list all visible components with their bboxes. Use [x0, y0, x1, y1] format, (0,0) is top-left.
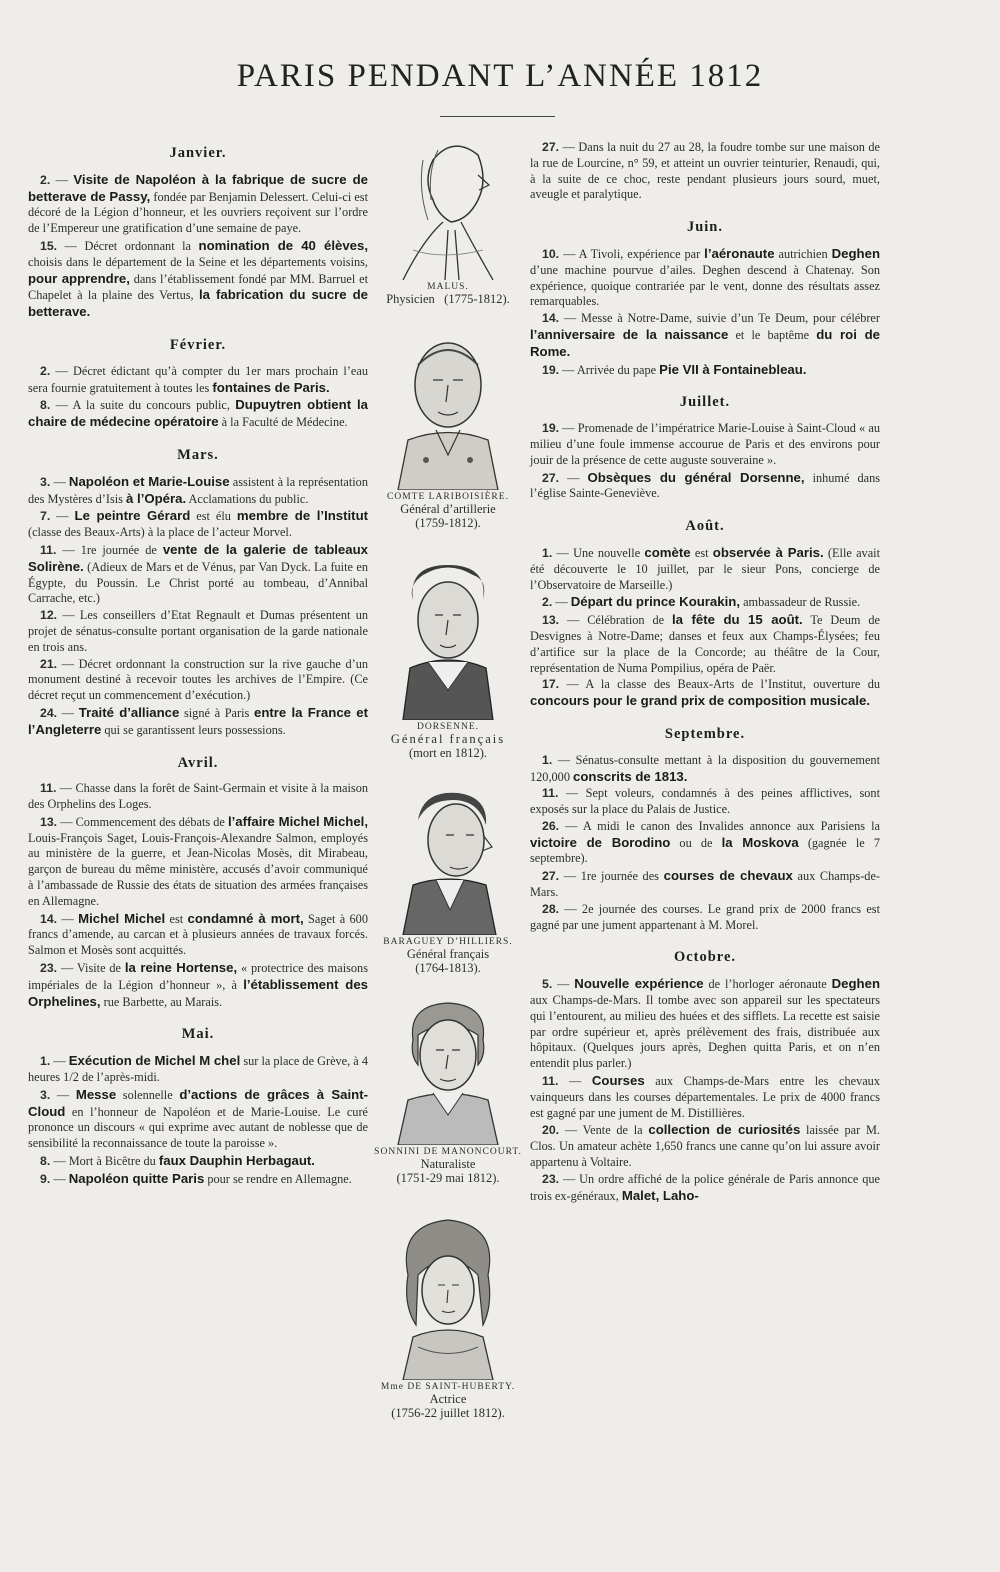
entry-text: — — [50, 474, 69, 489]
entry-text: en l’honneur de Napoléon et de Marie-Louise. Le curé prononce un discours « qui exprime avec autant de noblesse que de sensibilité la reconnaissance de toute la paroisse ». — [28, 1104, 368, 1151]
section-gap — [28, 1189, 368, 1199]
entry-highlight: la fête du 15 août. — [672, 612, 803, 628]
entry-text: — — [50, 509, 75, 524]
chronicle-entry — [530, 612, 880, 676]
entry-text: — Mort à Bicêtre du — [50, 1154, 159, 1169]
section-gap — [530, 379, 880, 389]
portrait-name: BARAGUEY D’HILLIERS. — [383, 937, 513, 947]
entry-text: — — [552, 977, 575, 992]
entry-highlight: fontaines de Paris. — [212, 379, 330, 395]
portrait-dates: (1756-22 juillet 1812). — [391, 1406, 505, 1420]
entry-text: aux Champs-de-Mars. — [530, 869, 880, 900]
entry-highlight: l’anniversaire de la naissance — [530, 326, 729, 342]
entry-highlight: pour apprendre, — [28, 270, 130, 286]
month-heading: Juillet. — [679, 394, 731, 411]
entry-text: est élu — [190, 509, 237, 524]
entry-day: 27. — [542, 140, 560, 154]
entry-highlight: Nouvelle expérience — [574, 976, 704, 992]
chronicle-entry — [28, 508, 368, 541]
chronicle-entry — [530, 1073, 880, 1121]
entry-text: autrichien — [774, 246, 832, 261]
entry-text: Te Deum de Desvignes à Notre-Dame; danses et feux aux Champs-Élysées; feu d’artifice sur la place de la Concorde; au théâtre de la Cour, représentation de Numa Pompilius, opéra de Paër. — [530, 613, 880, 675]
entry-text: — A la suite du concours public, — [50, 398, 236, 413]
chronicle-entry — [28, 911, 368, 959]
title-divider — [440, 116, 555, 117]
entry-day: 3. — [40, 474, 51, 489]
entry-day: 26. — [542, 818, 560, 833]
entry-day: 27. — [542, 869, 560, 884]
entry-highlight: vente de la galerie de tableaux Solirène. — [28, 541, 368, 574]
entry-text: — Décret ordonnant la construction sur la rive gauche d’un monument destiné à recevoir toutes les archives de l’Empire. (Ce décret reçut un commencement d’exécution.) — [28, 656, 368, 703]
portrait-sonnini — [368, 995, 528, 1185]
entry-day: 20. — [542, 1123, 560, 1138]
entry-text: assistent à la représentation des Mystères d’Isis — [28, 474, 368, 506]
entry-day: 2. — [40, 363, 51, 378]
entry-highlight: Obsèques du général Dorsenne, — [587, 469, 805, 485]
entry-highlight: la fabrication du sucre de betterave. — [28, 287, 368, 320]
entry-text: et le baptême — [728, 327, 817, 342]
entry-highlight: Le peintre Gérard — [74, 508, 191, 524]
entry-day: 1. — [542, 545, 553, 560]
section-gap — [530, 204, 880, 214]
right-column — [530, 140, 880, 1215]
entry-day: 11. — [40, 542, 57, 557]
portrait-sonnini-image — [388, 995, 508, 1145]
entry-text: est — [690, 545, 713, 560]
chronicle-entry — [530, 545, 880, 593]
entry-text: — Sept voleurs, condamnés à des peines afflictives, sont exposés sur la place du Palais de Justice. — [530, 786, 880, 817]
entry-text: — A Tivoli, expérience par — [559, 246, 705, 261]
chronicle-entry — [28, 1087, 368, 1152]
entry-text: inhumé dans l’église Sainte-Geneviève. — [530, 470, 881, 501]
entry-text: — A midi le canon des Invalides annonce aux Parisiens la — [559, 818, 880, 833]
entry-day: 23. — [40, 961, 58, 976]
entry-highlight: conscrits de 1813. — [573, 768, 688, 784]
entry-day: 28. — [542, 901, 560, 916]
entry-highlight: Traité d’alliance — [78, 704, 180, 720]
entry-text: (classe des Beaux-Arts) à la place de l’acteur Morvel. — [28, 525, 292, 540]
entry-text: — Sénatus-consulte mettant à la disposition du gouvernement 120,000 — [530, 752, 880, 784]
entry-highlight: concours pour le grand prix de composition musicale. — [530, 693, 871, 709]
entry-day: 14. — [40, 911, 58, 926]
entry-day: 13. — [40, 814, 58, 829]
entry-text: « protectrice des maisons impériales de la Légion d’honneur », à — [28, 961, 368, 992]
entry-day: 27. — [542, 470, 560, 485]
entry-text: — Décret ordonnant la — [57, 238, 199, 253]
entry-highlight: Exécution de Michel M chel — [68, 1053, 241, 1069]
entry-text: — Une nouvelle — [552, 545, 645, 560]
month-heading: Septembre. — [664, 725, 746, 742]
entry-highlight: Départ du prince Kourakin, — [570, 594, 740, 610]
chronicle-entry — [28, 397, 368, 431]
entry-highlight: Messe — [75, 1086, 117, 1102]
entry-text: est — [165, 911, 188, 926]
portrait-dorsenne-image — [388, 560, 508, 720]
entry-day: 11. — [542, 786, 559, 801]
entry-text: aux Champs-de-Mars entre les chevaux vainqueurs dans les courses départementales. Le prix de 4000 francs est gagné par une jument de M. Distillières. — [530, 1074, 880, 1120]
entry-highlight: Dupuytren obtient la chaire de médecine opératoire — [28, 397, 368, 430]
entry-text: signé à Paris — [179, 705, 254, 720]
entry-text: — Un ordre affiché de la police générale de Paris annonce que trois ex-généraux, — [530, 1171, 880, 1203]
entry-highlight: Visite de Napoléon à la fabrique de sucre de betterave de Passy, — [28, 171, 368, 204]
entry-text: choisis dans le département de la Seine et les départements voisins, — [28, 254, 368, 269]
entry-day: 23. — [542, 1171, 560, 1186]
entry-text: (Adieux de Mars et de Vénus, par Van Dyck. La fuite en Égypte, du Poussin. Le Christ porté au tombeau, d’Annibal Carrache, etc.) — [28, 559, 368, 606]
entry-highlight: Deghen — [831, 976, 880, 992]
entry-text: — — [558, 1074, 592, 1089]
entry-day: 9. — [40, 1171, 51, 1186]
chronicle-entry — [530, 1122, 880, 1170]
entry-text: dans l’établissement fondé par MM. Barruel et Chapelet à la plaine des Vertus, — [28, 271, 369, 303]
chronicle-entry — [530, 819, 880, 867]
portrait-saint-huberty — [368, 1215, 528, 1420]
entry-text: — Vente de la — [559, 1123, 649, 1138]
entry-highlight: victoire de Borodino — [530, 834, 671, 850]
entry-text: — Dans la nuit du 27 au 28, la foudre tombe sur une maison de la rue de Lourcine, n° 59, et atteint un ouvrier teinturier, Renaudi, qui, à la suite de ce choc, reste pendant plusieurs jours sourd, muet, aveugle et paralytique. — [530, 140, 880, 202]
portrait-dates: (1751-29 mai 1812). — [396, 1171, 500, 1185]
chronicle-entry — [28, 705, 368, 739]
chronicle-entry — [28, 960, 368, 1010]
section-gap — [530, 934, 880, 944]
entry-day: 8. — [40, 1154, 51, 1169]
portrait-dates: (1759-1812). — [415, 516, 481, 530]
portrait-baraguey-image — [388, 785, 508, 935]
portrait-role: Général d’artillerie — [400, 502, 496, 516]
portrait-saint-huberty-image — [388, 1215, 508, 1380]
entry-highlight: Malet, Laho- — [621, 1187, 699, 1203]
entry-text: (Elle avait été découverte le 10 juillet, par le sieur Pons, concierge de l’Observatoire de Marseille.) — [530, 545, 880, 592]
entry-text: — 1re journée des — [559, 869, 664, 884]
portrait-role: Actrice — [429, 1392, 467, 1406]
entry-day: 7. — [40, 509, 51, 524]
chronicle-entry — [530, 976, 880, 1072]
month-heading: Avril. — [177, 754, 219, 771]
entry-text: — — [57, 705, 79, 720]
chronicle-entry — [530, 753, 880, 786]
entry-day: 8. — [40, 398, 51, 413]
entry-highlight: l’aéronaute — [704, 245, 775, 261]
entry-text: — Célébration de — [559, 613, 672, 628]
entry-day: 3. — [40, 1087, 51, 1102]
portrait-role: Physicien — [386, 292, 435, 306]
entry-text: (gagnée le 7 septembre). — [530, 835, 880, 866]
entry-day: 17. — [542, 677, 560, 692]
entry-text: sur la place de Grève, à 4 heures 1/2 de l’après-midi. — [28, 1054, 368, 1085]
chronicle-entry — [530, 362, 880, 379]
portrait-lariboisiere — [368, 330, 528, 530]
entry-day: 1. — [542, 752, 553, 767]
entry-day: 21. — [40, 656, 58, 671]
portrait-name: COMTE LARIBOISIÈRE. — [387, 492, 509, 502]
left-column — [28, 140, 368, 1199]
entry-text: Acclamations du public. — [186, 491, 309, 506]
entry-highlight: Michel Michel — [78, 910, 166, 926]
entry-text: — Arrivée du pape — [559, 362, 660, 377]
chronicle-entry — [530, 246, 880, 310]
entry-text: d’une machine pourvue d’ailes. Deghen descend à Chatenay. Son expérience, quoique contrariée par le vent, donne des résultats assez remarquables. — [530, 262, 880, 309]
section-gap — [28, 1011, 368, 1021]
portrait-name: DORSENNE. — [416, 722, 480, 732]
section-gap — [28, 432, 368, 442]
month-heading: Juin. — [686, 219, 724, 236]
entry-day: 11. — [542, 1074, 559, 1089]
entry-text: — 1re journée de — [56, 542, 163, 557]
entry-text: — Commencement des débats de — [57, 814, 228, 829]
entry-highlight: Deghen — [831, 245, 880, 261]
section-gap — [530, 503, 880, 513]
entry-day: 11. — [40, 781, 57, 796]
section-gap — [28, 740, 368, 750]
entry-highlight: Courses — [591, 1073, 645, 1089]
entry-text: — Messe à Notre-Dame, suivie d’un Te Deum, pour célébrer — [559, 311, 880, 326]
entry-day: 19. — [542, 362, 560, 377]
portrait-lariboisiere-image — [388, 330, 508, 490]
chronicle-entry — [530, 311, 880, 360]
portrait-dates: (mort en 1812). — [408, 746, 488, 760]
chronicle-entry — [28, 657, 368, 704]
entry-text: ambassadeur de Russie. — [740, 595, 861, 610]
section-gap — [530, 711, 880, 721]
chronicle-entry — [28, 172, 368, 237]
chronicle-entry — [530, 594, 880, 611]
entry-text: — Les conseillers d’Etat Regnault et Dumas présentent un projet de sénatus-consulte portant organisation de la garde nationale en trois ans. — [28, 608, 368, 654]
entry-text: — 2e journée des courses. Le grand prix de 2000 francs est gagné par une jument appartenant à M. Morel. — [530, 901, 880, 932]
entry-text: pour se rendre en Allemagne. — [204, 1171, 352, 1186]
portrait-role: Général français — [406, 947, 490, 961]
entry-highlight: la reine Hortense, — [124, 960, 238, 976]
entry-text: solennelle — [116, 1087, 180, 1102]
chronicle-entry — [28, 1053, 368, 1086]
entry-text: — — [50, 1171, 69, 1186]
entry-highlight: observée à Paris. — [712, 544, 824, 560]
entry-text: à la Faculté de Médecine. — [218, 415, 348, 430]
entry-text: Saget à 600 francs d’amende, au carcan et à plusieurs années de travaux forcés. Salmon et Mosès sont acquittés. — [28, 911, 368, 958]
entry-text: fondée par Benjamin Delessert. Celui-ci est décoré de la Légion d’honneur, et les ouvriers reçoivent sur l’ordre de l’Empereur une gratification d’une semaine de paye. — [28, 189, 369, 236]
chronicle-entry — [28, 1171, 368, 1188]
portrait-baraguey — [368, 785, 528, 975]
entry-text: Louis-François Saget, Louis-François-Alexandre Salmon, employés au ministère de la guerre, et Jean-Nicolas Mosès, dit Mirabeau, garçon de bureau du même ministère, accusés d’avoir communiqué à l’ambassade de Russie des états de situation des armées françaises en Allemagne. — [28, 830, 368, 908]
chronicle-entry — [28, 781, 368, 813]
chronicle-entry — [28, 814, 368, 910]
chronicle-entry — [530, 1172, 880, 1205]
entry-text: — — [50, 1087, 76, 1102]
chronicle-entry — [28, 364, 368, 397]
month-heading: Mai. — [181, 1026, 215, 1043]
entry-highlight: Pie VII à Fontainebleau. — [659, 361, 807, 377]
entry-highlight: à l’Opéra. — [126, 490, 187, 506]
chronicle-entry — [530, 902, 880, 934]
chronicle-entry — [530, 868, 880, 901]
portrait-name: SONNINI DE MANONCOURT. — [374, 1147, 522, 1157]
entry-highlight: du roi de Rome. — [530, 326, 881, 359]
month-heading: Octobre. — [673, 949, 737, 966]
chronicle-entry — [530, 140, 880, 203]
portrait-dates: (1764-1813). — [415, 961, 481, 975]
entry-day: 12. — [40, 608, 58, 623]
entry-day: 24. — [40, 705, 58, 720]
entry-text: — Décret édictant qu’à compter du 1er mars prochain l’eau sera fournie gratuitement à toutes les — [28, 363, 368, 395]
portrait-dates: (1775-1812). — [444, 292, 510, 306]
entry-day: 14. — [542, 311, 560, 326]
entry-text: — Visite de — [57, 961, 125, 976]
portrait-dorsenne — [368, 560, 528, 760]
entry-day: 19. — [542, 421, 560, 436]
entry-text: — Promenade de l’impératrice Marie-Louise à Saint-Cloud « au milieu d’une foule immense accourue de Paris et des environs pour jouir de la présence de cette auguste souveraine ». — [530, 421, 880, 467]
entry-day: 2. — [542, 595, 553, 610]
entry-highlight: l’établissement des Orphelines, — [28, 976, 368, 1009]
entry-text: — — [50, 172, 74, 187]
entry-highlight: nomination de 40 élèves, — [198, 237, 369, 253]
entry-highlight: Napoléon quitte Paris — [68, 1170, 205, 1186]
chronicle-entry — [530, 677, 880, 710]
entry-highlight: membre de l’Institut — [236, 508, 369, 524]
section-gap — [530, 1205, 880, 1215]
section-gap — [28, 322, 368, 332]
entry-text: — — [50, 1054, 69, 1069]
entry-text: — — [559, 470, 588, 485]
portrait-name: MALUS. — [427, 282, 469, 292]
chronicle-entry — [530, 421, 880, 468]
entry-highlight: collection de curiosités — [648, 1122, 801, 1138]
entry-text: — — [57, 911, 79, 926]
entry-highlight: courses de chevaux — [663, 868, 793, 884]
page-title: PARIS PENDANT L’ANNÉE 1812 — [236, 58, 764, 94]
entry-highlight: faux Dauphin Herbagaut. — [158, 1153, 315, 1169]
chronicle-entry — [530, 470, 880, 503]
chronicle-entry — [530, 786, 880, 818]
entry-text: — Chasse dans la forêt de Saint-Germain et visite à la maison des Orphelins des Loges. — [28, 781, 368, 812]
month-heading: Mars. — [177, 446, 219, 463]
chronicle-entry — [28, 1153, 368, 1170]
entry-text: — A la classe des Beaux-Arts de l’Institut, ouverture du — [559, 677, 880, 692]
entry-text: aux Champs-de-Mars. Il tombe avec son appareil sur les spectateurs qui l’entourent, au milieu des huées et des sifflets. La recette est saisie par ordre supérieur et, après prélèvement des frais, distribuée aux hôpitaux. (Quelques jours après, Deghen quitta Paris, et on n’en entendit plus parler.) — [530, 993, 880, 1071]
portrait-malus — [368, 130, 528, 306]
entry-text: qui se garantissent leurs possessions. — [101, 722, 286, 737]
entry-day: 13. — [542, 613, 560, 628]
entry-day: 15. — [40, 238, 58, 253]
entry-highlight: la Moskova — [721, 834, 799, 850]
entry-day: 10. — [542, 246, 560, 261]
chronicle-entry — [28, 474, 368, 508]
entry-day: 5. — [542, 977, 553, 992]
entry-highlight: entre la France et l’Angleterre — [28, 704, 368, 737]
entry-highlight: l’affaire Michel Michel, — [227, 813, 368, 829]
portrait-malus-image — [393, 130, 503, 280]
entry-text: — — [552, 595, 571, 610]
entry-day: 1. — [40, 1054, 51, 1069]
entry-text: de l’horloger aéronaute — [703, 977, 832, 992]
chronicle-entry — [28, 238, 368, 321]
month-heading: Février. — [169, 336, 227, 353]
portrait-role: Général français — [390, 732, 506, 746]
entry-day: 2. — [40, 172, 51, 187]
entry-highlight: condamné à mort, — [187, 910, 304, 926]
month-heading: Août. — [685, 518, 725, 535]
entry-text: ou de — [670, 835, 722, 850]
entry-text: laissée par M. Clos. Un amateur achète 1,650 francs une canne qu’on lui assure avoir appartenu à Voltaire. — [530, 1123, 880, 1170]
entry-highlight: comète — [644, 544, 691, 560]
entry-highlight: d’actions de grâces à Saint-Cloud — [28, 1086, 368, 1119]
portrait-role: Naturaliste — [420, 1157, 476, 1171]
chronicle-entry — [28, 542, 368, 607]
portrait-name: Mme DE SAINT-HUBERTY. — [380, 1382, 516, 1392]
entry-highlight: Napoléon et Marie-Louise — [68, 473, 230, 489]
month-heading: Janvier. — [169, 145, 227, 161]
chronicle-entry — [28, 608, 368, 655]
entry-text: rue Barbette, au Marais. — [100, 994, 223, 1009]
